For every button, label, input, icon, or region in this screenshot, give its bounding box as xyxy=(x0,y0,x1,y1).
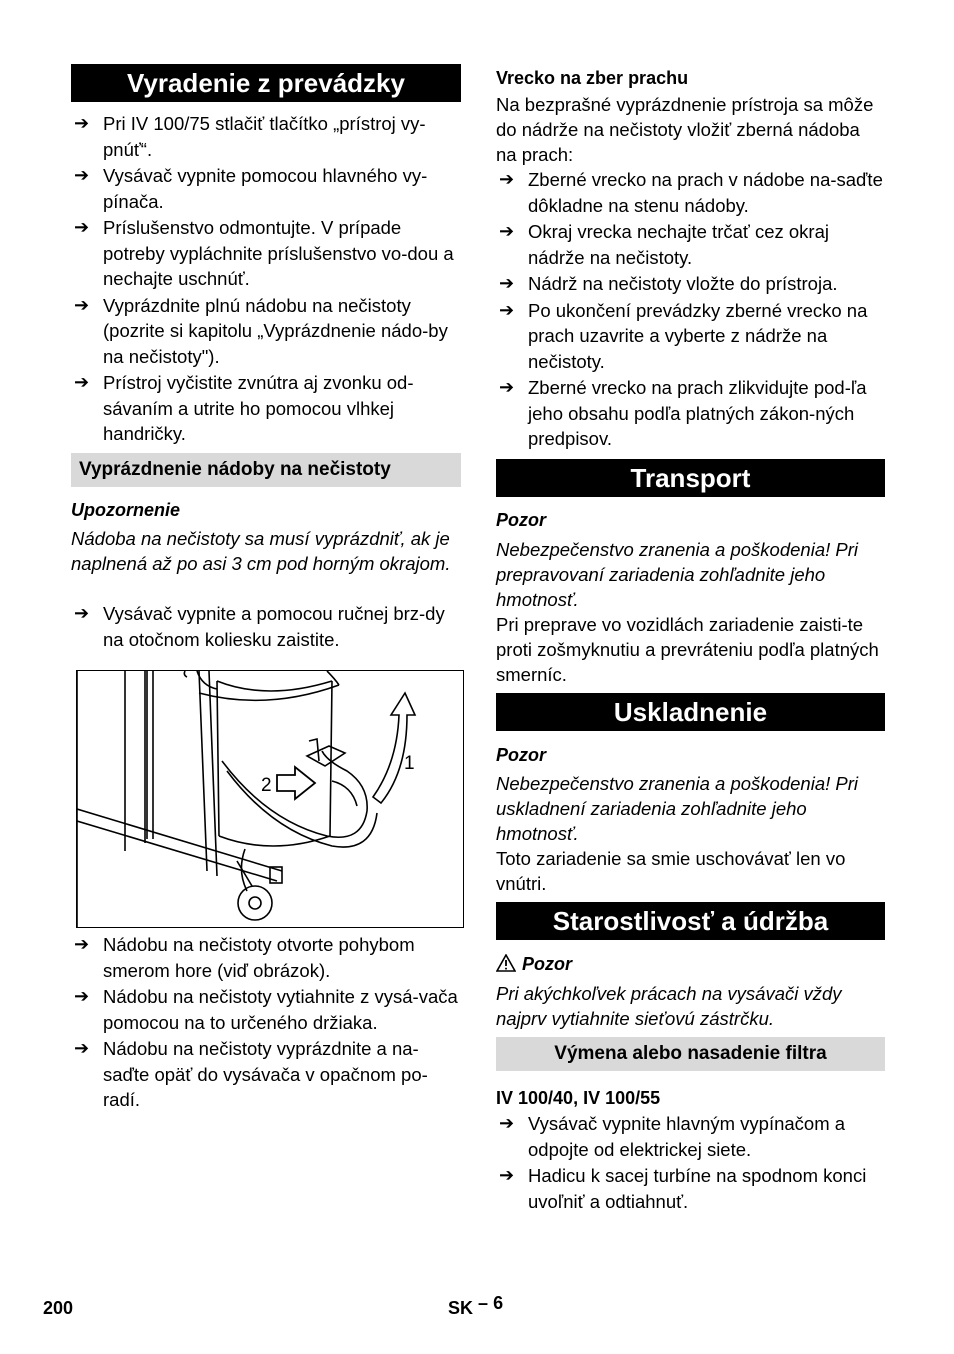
list-item xyxy=(71,111,461,162)
warning-triangle-icon xyxy=(496,954,516,972)
list-item xyxy=(71,984,461,1035)
list-item-text: Okraj vrecka nechajte trčať cez okraj nádrže na nečistoty. xyxy=(528,221,829,268)
list-item-text: Vysávač vypnite hlavným vypínačom a odpojte od elektrickej siete. xyxy=(528,1113,846,1160)
list-item-text: Nádobu na nečistoty vytiahnite z vysá-vača pomocou na to určeného držiaka. xyxy=(103,986,458,1033)
list-item-text: Nádobu na nečistoty vyprázdnite a na-saďte opäť do vysávača v opačnom po-radí. xyxy=(103,1038,428,1110)
filter-steps xyxy=(496,1111,885,1215)
list-item xyxy=(71,601,461,652)
list-item xyxy=(496,298,885,375)
storage-pozor: Pozor xyxy=(496,745,547,765)
footer-dash: – xyxy=(478,1293,489,1313)
arrow-bullet-icon: ➔ xyxy=(499,1165,515,1185)
list-item-text: Vyprázdnite plnú nádobu na nečistoty (pozrite si kapitolu „Vyprázdnenie nádo-by na nečistoty"). xyxy=(103,294,448,367)
page-number: 200 xyxy=(43,1298,74,1318)
care-pozor: Pozor xyxy=(522,954,573,974)
list-item xyxy=(71,293,461,370)
arrow-bullet-icon: ➔ xyxy=(499,169,515,189)
footer-section-page: 6 xyxy=(493,1293,504,1313)
arrow-bullet-icon: ➔ xyxy=(74,372,90,392)
heading-storage: Uskladnenie xyxy=(496,693,885,731)
transport-text: Pri preprave vo vozidlách zariadenie zaisti-te proti zošmyknutiu a prevráteniu podľa platných smerníc. xyxy=(496,614,879,685)
dust-bag-intro: Na bezprašné vyprázdnenie prístroja sa môže do nádrže na nečistoty vložiť zberná nádoba na prach: xyxy=(496,94,874,165)
dust-bag-title: Vrecko na zber prachu xyxy=(496,68,689,88)
arrow-bullet-icon: ➔ xyxy=(74,217,90,237)
arrow-bullet-icon: ➔ xyxy=(74,934,90,954)
list-item xyxy=(71,932,461,983)
footer-section xyxy=(448,1293,504,1319)
arrow-bullet-icon: ➔ xyxy=(499,299,515,320)
vacuum-drawing xyxy=(77,671,463,927)
list-item xyxy=(496,1163,885,1214)
list-item-text: Nádrž na nečistoty vložte do prístroja. xyxy=(528,273,838,294)
arrow-bullet-icon: ➔ xyxy=(499,377,515,397)
transport-pozor: Pozor xyxy=(496,510,547,530)
heading-transport: Transport xyxy=(496,459,885,497)
up-arrow-icon xyxy=(373,693,415,803)
heading-empty-container: Vyprázdnenie nádoby na nečistoty xyxy=(71,453,461,487)
arrow-bullet-icon: ➔ xyxy=(74,165,90,185)
transport-warning: Nebezpečenstvo zranenia a poškodenia! Pri prepravovaní zariadenia zohľadnite jeho hmotnosť. xyxy=(496,539,859,610)
list-item xyxy=(71,370,461,447)
arrow-bullet-icon: ➔ xyxy=(499,221,515,241)
note-text: Nádoba na nečistoty sa musí vyprázdniť, ak je naplnená až po asi 3 cm pod horným okrajom. xyxy=(71,528,451,574)
arrow-bullet-icon: ➔ xyxy=(74,986,90,1006)
vacuum-illustration xyxy=(76,670,464,928)
care-pozor-row xyxy=(496,952,885,976)
right-arrow-icon xyxy=(277,767,315,799)
arrow-bullet-icon: ➔ xyxy=(499,273,515,293)
heading-decommissioning: Vyradenie z prevádzky xyxy=(71,64,461,102)
list-item-text: Po ukončení prevádzky zberné vrecko na prach uzavrite a vyberte z nádrže na nečistoty. xyxy=(528,299,868,372)
brake-steps xyxy=(71,601,461,653)
list-item-text: Nádobu na nečistoty otvorte pohybom smerom hore (viď obrázok). xyxy=(103,934,415,981)
dust-bag-steps xyxy=(496,167,885,453)
arrow-bullet-icon: ➔ xyxy=(74,603,90,623)
decommission-steps xyxy=(71,111,461,448)
list-item-text: Hadicu k sacej turbíne na spodnom konci uvoľniť a odtiahnuť. xyxy=(528,1165,867,1212)
filter-models: IV 100/40, IV 100/55 xyxy=(496,1088,661,1108)
footer-lang: SK xyxy=(448,1298,474,1318)
list-item-text: Vysávač vypnite a pomocou ručnej brz-dy na otočnom koliesku zaistite. xyxy=(103,603,445,650)
list-item-text: Pri IV 100/75 stlačiť tlačítko „prístroj vy-pnúť“. xyxy=(103,113,426,160)
heading-care: Starostlivosť a údržba xyxy=(496,902,885,940)
list-item xyxy=(71,1036,461,1113)
arrow-bullet-icon: ➔ xyxy=(74,294,90,315)
arrow-bullet-icon: ➔ xyxy=(74,113,90,133)
list-item xyxy=(496,375,885,452)
list-item xyxy=(71,215,461,292)
empty-steps xyxy=(71,932,461,1114)
note-title: Upozornenie xyxy=(71,500,181,520)
storage-text: Toto zariadenie sa smie uschovávať len vo vnútri. xyxy=(496,848,846,894)
storage-warning: Nebezpečenstvo zranenia a poškodenia! Pri uskladnení zariadenia zohľadnite jeho hmotnosť. xyxy=(496,773,859,844)
figure-label-2: 2 xyxy=(261,775,272,796)
arrow-bullet-icon: ➔ xyxy=(499,1113,515,1133)
list-item xyxy=(496,167,885,218)
list-item xyxy=(71,163,461,214)
care-warning: Pri akýchkoľvek prácach na vysávači vždy najprv vytiahnite sieťovú zástrčku. xyxy=(496,983,842,1029)
list-item-text: Prístroj vyčistite zvnútra aj zvonku od-sávaním a utrite ho pomocou vlhkej handričky. xyxy=(103,372,414,444)
list-item-text: Príslušenstvo odmontujte. V prípade potreby vypláchnite príslušenstvo vo-dou a nechajte uschnúť. xyxy=(103,217,454,289)
list-item-text: Vysávač vypnite pomocou hlavného vy-pínača. xyxy=(103,165,428,212)
list-item xyxy=(496,219,885,270)
figure-label-1: 1 xyxy=(404,753,415,774)
list-item xyxy=(496,271,885,297)
list-item xyxy=(496,1111,885,1162)
list-item-text: Zberné vrecko na prach v nádobe na-saďte dôkladne na stenu nádoby. xyxy=(528,169,883,216)
arrow-bullet-icon: ➔ xyxy=(74,1038,90,1058)
heading-filter: Výmena alebo nasadenie filtra xyxy=(496,1037,885,1071)
list-item-text: Zberné vrecko na prach zlikvidujte pod-ľa jeho obsahu podľa platných zákon-ných predpisov. xyxy=(528,377,867,449)
